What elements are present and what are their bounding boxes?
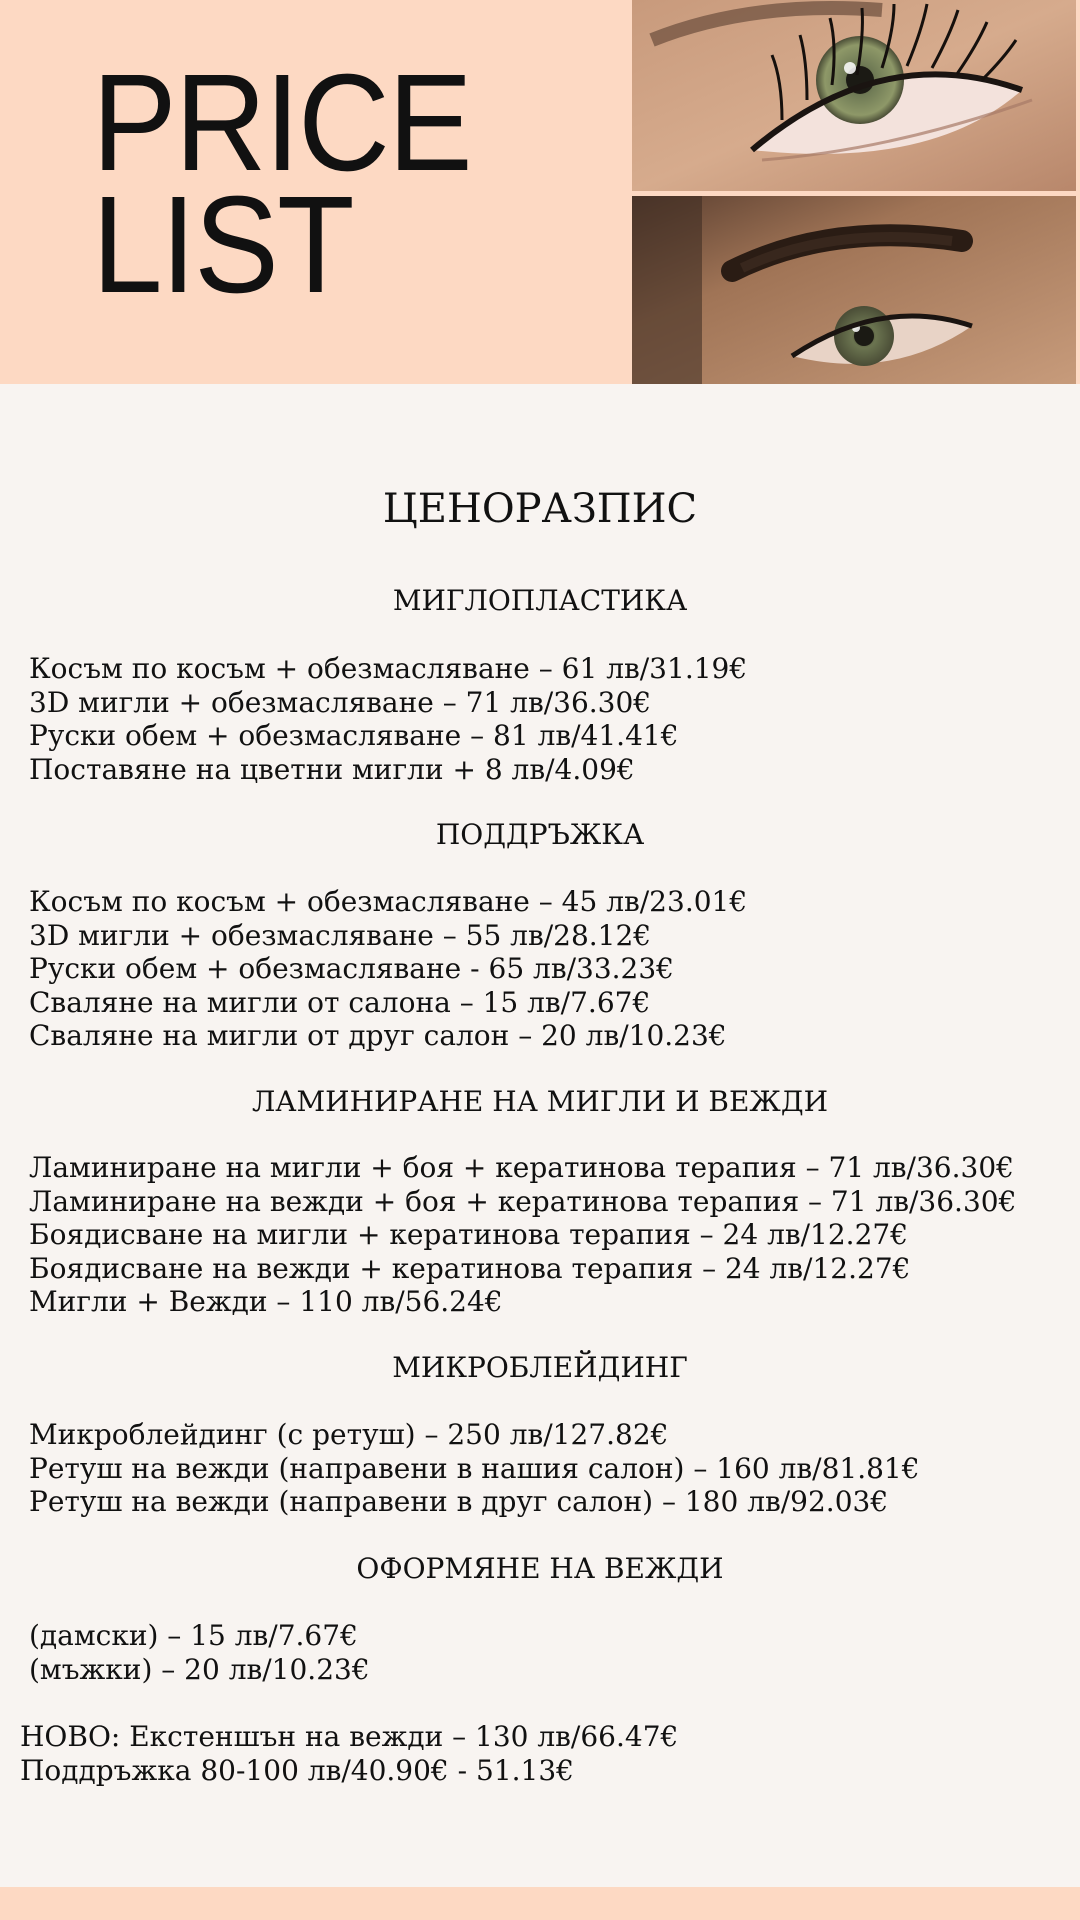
list-item: Ретуш на вежди (направени в нашия салон) – 160 лв/81.81€ xyxy=(29,1451,920,1485)
list-item: Микроблейдинг (с ретуш) – 250 лв/127.82€ xyxy=(29,1418,669,1451)
main-title: ЦЕНОРАЗПИС xyxy=(382,486,698,532)
lash-extensions-list xyxy=(29,652,747,786)
list-item: Косъм по косъм + обезмасляване – 45 лв/23.01€ xyxy=(29,885,748,918)
section-title-lash-extensions: МИГЛОПЛАСТИКА xyxy=(392,584,688,617)
list-item: Сваляне на мигли от друг салон – 20 лв/10.23€ xyxy=(29,1019,727,1052)
list-item: 3D мигли + обезмасляване – 71 лв/36.30€ xyxy=(29,685,652,719)
microblading-list xyxy=(29,1418,920,1519)
eye-lashes-photo xyxy=(632,0,1076,191)
section-title-lamination: ЛАМИНИРАНЕ НА МИГЛИ И ВЕЖДИ xyxy=(251,1085,829,1118)
title-line-list: LIST xyxy=(92,168,353,322)
list-item: Косъм по косъм + обезмасляване – 61 лв/31.19€ xyxy=(29,652,748,685)
list-item: Боядисване на мигли + кератинова терапия – 24 лв/12.27€ xyxy=(29,1218,909,1251)
section-title-maintenance: ПОДДРЪЖКА xyxy=(435,818,645,851)
list-item: Ламиниране на вежди + боя + кератинова терапия – 71 лв/36.30€ xyxy=(29,1184,1017,1218)
list-item: Ламиниране на мигли + боя + кератинова терапия – 71 лв/36.30€ xyxy=(29,1151,1014,1184)
list-item: Руски обем + обезмасляване - 65 лв/33.23€ xyxy=(29,952,674,985)
list-item: (дамски) – 15 лв/7.67€ xyxy=(29,1619,358,1652)
list-item: Мигли + Вежди – 110 лв/56.24€ xyxy=(29,1285,503,1318)
list-item: Поддръжка 80-100 лв/40.90€ - 51.13€ xyxy=(20,1753,574,1787)
list-item: Ретуш на вежди (направени в друг салон) – 180 лв/92.03€ xyxy=(29,1485,889,1518)
section-title-microblading: МИКРОБЛЕЙДИНГ xyxy=(392,1351,688,1384)
title-line-price: PRICE xyxy=(92,46,471,200)
list-item: Руски обем + обезмасляване – 81 лв/41.41€ xyxy=(29,719,679,752)
list-item: НОВО: Екстеншън на вежди – 130 лв/66.47€ xyxy=(20,1720,679,1753)
price-list-title xyxy=(92,46,471,322)
list-item: Боядисване на вежди + кератинова терапия – 24 лв/12.27€ xyxy=(29,1251,911,1285)
maintenance-list xyxy=(29,885,747,1053)
list-item: Поставяне на цветни мигли + 8 лв/4.09€ xyxy=(29,752,635,786)
lamination-list xyxy=(29,1151,1016,1319)
new-service-list xyxy=(20,1720,678,1787)
list-item: 3D мигли + обезмасляване – 55 лв/28.12€ xyxy=(29,918,652,952)
brow-shaping-list xyxy=(29,1619,370,1686)
eye-brow-photo xyxy=(632,196,1076,384)
section-title-brow-shaping: ОФОРМЯНЕ НА ВЕЖДИ xyxy=(356,1552,724,1585)
list-item: (мъжки) – 20 лв/10.23€ xyxy=(29,1652,370,1686)
footer-band xyxy=(0,1887,1080,1920)
list-item: Сваляне на мигли от салона – 15 лв/7.67€ xyxy=(29,985,651,1019)
